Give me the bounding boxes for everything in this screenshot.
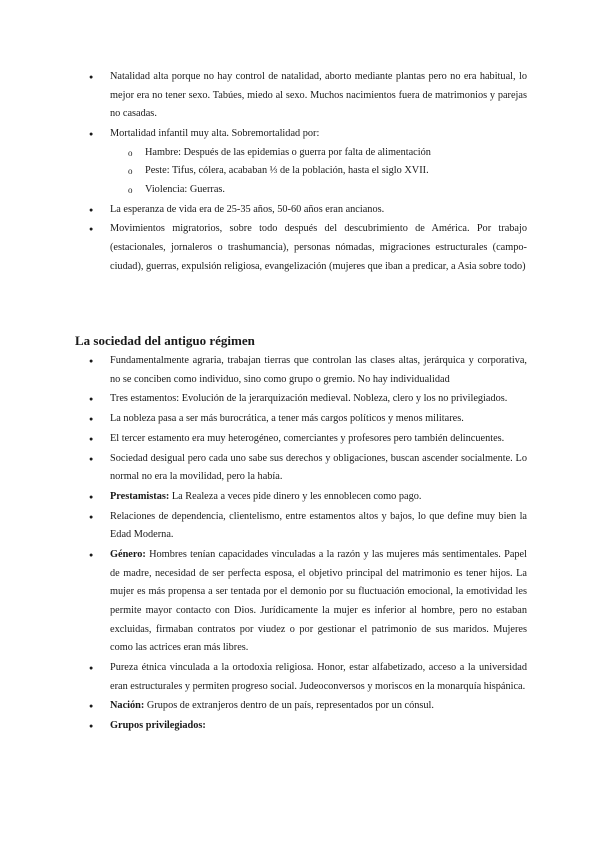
list-item: ● Pureza étnica vinculada a la ortodoxia religiosa. Honor, estar alfabetizado, acceso a la universidad eran estructurales y permiten progreso social. Judeoconversos y moriscos en la monarquía hispánica. (110, 659, 527, 696)
society-section (0, 312, 527, 737)
mortality-sublist (110, 144, 527, 200)
list-item: ● Sociedad desigual pero cada uno sabe sus derechos y obligaciones, buscan ascender socialmente. Lo normal no era la movilidad, pero la había. (110, 450, 527, 487)
list-item: ● Grupos privilegiados: (110, 717, 527, 736)
list-item: ● El tercer estamento era muy heterogéneo, comerciantes y profesores pero también delincuentes. (110, 430, 527, 449)
sub-list-item: o Peste: Tifus, cólera, acababan ⅓ de la población, hasta el siglo XVII. (145, 162, 527, 181)
demography-list (0, 68, 527, 276)
list-item: ● Tres estamentos: Evolución de la jerarquización medieval. Nobleza, clero y los no privilegiados. (110, 390, 527, 409)
list-item: ● La nobleza pasa a ser más burocrática, a tener más cargos políticos y menos militares. (110, 410, 527, 429)
section-title: La sociedad del antiguo régimen (75, 333, 255, 348)
list-item: ● Fundamentalmente agraria, trabajan tierras que controlan las clases altas, jerárquica y corporativa, no se conciben como individuo, sino como grupo o gremio. No hay individualidad (110, 352, 527, 389)
sub-list-item: o Violencia: Guerras. (145, 181, 527, 200)
list-item: ● Relaciones de dependencia, clientelismo, entre estamentos altos y bajos, lo que define muy bien la Edad Moderna. (110, 508, 527, 545)
list-item: ● La esperanza de vida era de 25-35 años, 50-60 años eran ancianos. (110, 201, 527, 220)
list-item: ● Género: Hombres tenían capacidades vinculadas a la razón y las mujeres más sentimentales. Papel de madre, necesidad de ser perfecta esposa, el objetivo principal del matrimonio es tener hijos. La mujer es más propensa a ser tentada por el demonio por su fluctuación emocional, la emotividad les permite mayor contacto con Dios. Jurídicamente la mujer es inferior al hombre, pero no estaban excluidas, firmaban contratos por viudez o por gestionar el patrimonio de sus maridos. Mujeres como las actrices eran más libres. (110, 546, 527, 658)
sub-list-item: o Hambre: Después de las epidemias o guerra por falta de alimentación (145, 144, 527, 163)
list-item: ● Movimientos migratorios, sobre todo después del descubrimiento de América. Por trabajo (estacionales, jornaleros o trashumancia), personas nómadas, migraciones estructurales (campo-ciudad), guerras, expulsión religiosa, evangelización (mujeres que iban a predicar, a Asia sobre todo) (110, 220, 527, 276)
list-item: ● Nación: Grupos de extranjeros dentro de un país, representados por un cónsul. (110, 697, 527, 716)
list-item: ● Prestamistas: La Realeza a veces pide dinero y les ennoblecen como pago. (110, 488, 527, 507)
demography-section (0, 68, 527, 277)
list-item: ● Mortalidad infantil muy alta. Sobremortalidad por: o Hambre: Después de las epidemias o guerra por falta de alimentación o Peste: Tifus, cólera, acababan ⅓ de la población, hasta el siglo XVII. o Violencia: Guerras. (110, 125, 527, 199)
society-list (0, 352, 527, 736)
list-item: ● Natalidad alta porque no hay control de natalidad, aborto mediante plantas pero no era habitual, lo mejor era no tener sexo. Tabúes, miedo al sexo. Muchos nacimientos fuera de matrimonios y parejas no casadas. (110, 68, 527, 124)
